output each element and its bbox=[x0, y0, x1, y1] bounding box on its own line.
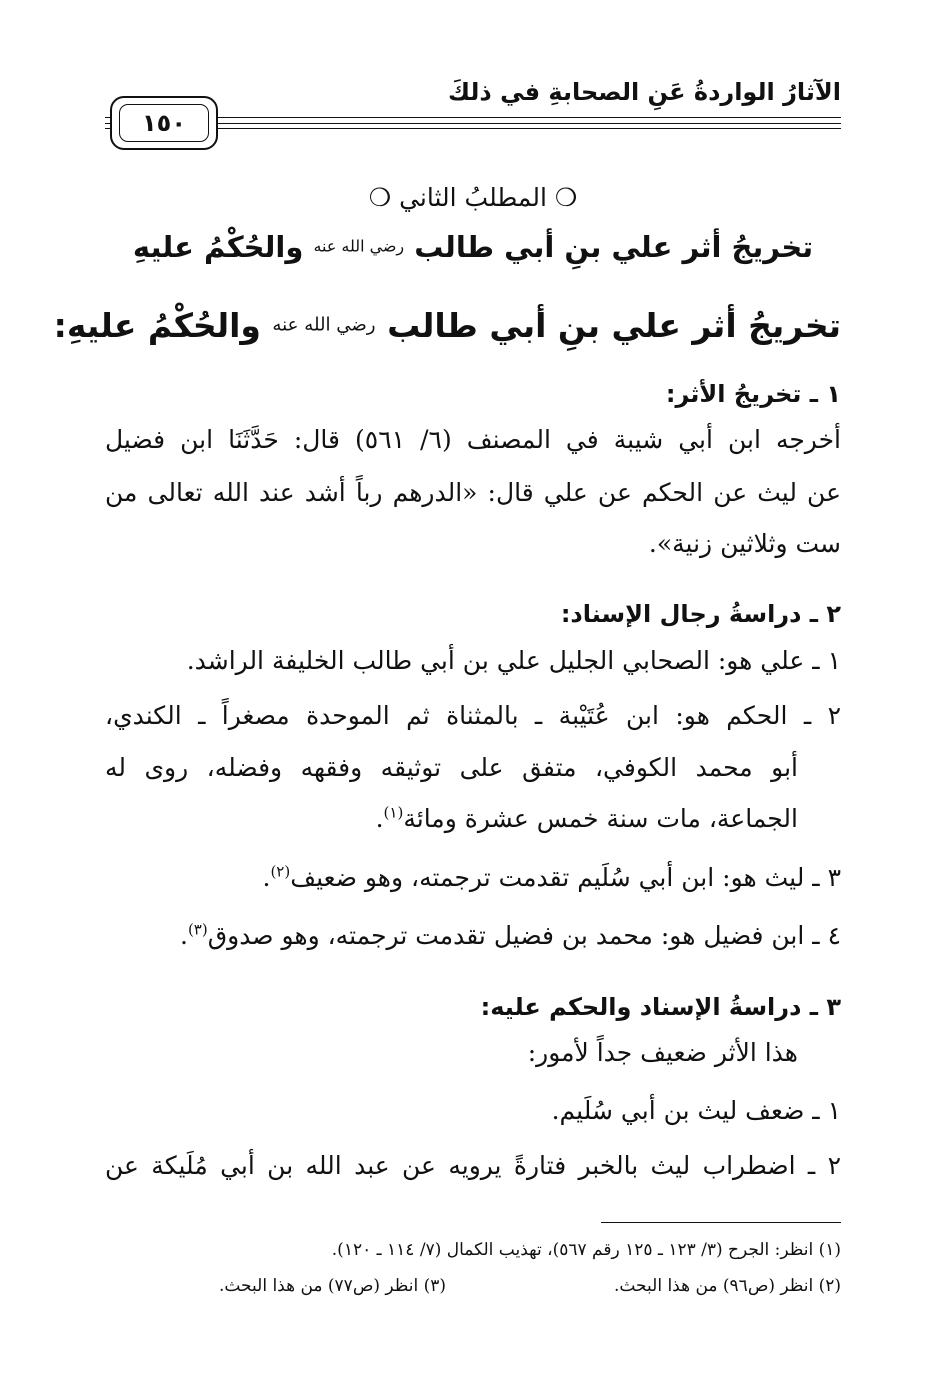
main-heading bbox=[54, 306, 841, 345]
footnote-ref: (٢) bbox=[270, 862, 291, 881]
page-number: ١٥٠ bbox=[119, 104, 209, 142]
full-stop: . bbox=[179, 921, 188, 950]
narrator-item: ٢ ـ الحكم هو: ابن عُتَيْبة ـ بالمثناة ثم الموحدة مصغراً ـ الكندي، bbox=[105, 701, 841, 730]
ornament-circle-icon: ❍ bbox=[554, 183, 578, 212]
part1-heading: ١ ـ تخريجُ الأثر: bbox=[665, 380, 841, 408]
honorific-glyph: رضي الله عنه bbox=[272, 314, 376, 336]
paragraph-line: هذا الأثر ضعيف جداً لأمور: bbox=[527, 1038, 798, 1067]
honorific-glyph: رضي الله عنه bbox=[313, 236, 405, 256]
narrator-item-text: ٣ ـ ليث هو: ابن أبي سُلَيم تقدمت ترجمته، وهو ضعيف bbox=[290, 863, 841, 892]
part3-heading: ٣ ـ دراسةُ الإسناد والحكم عليه: bbox=[480, 993, 841, 1021]
running-title: الآثارُ الواردةُ عَنِ الصحابةِ في ذلكَ bbox=[448, 78, 841, 106]
paragraph-line: ست وثلاثين زنية». bbox=[648, 529, 841, 558]
reason-item: ٢ ـ اضطراب ليث بالخبر فتارةً يرويه عن عبد الله بن أبي مُلَيكة عن bbox=[105, 1151, 841, 1180]
ornament-circle-icon: ❍ bbox=[368, 183, 392, 212]
reason-item: ١ ـ ضعف ليث بن أبي سُلَيم. bbox=[551, 1096, 841, 1125]
narrator-item-cont: أبو محمد الكوفي، متفق على توثيقه وفقهه وفضله، روى له bbox=[105, 753, 798, 782]
footnote-ref: (١) bbox=[383, 803, 404, 822]
narrator-item: ١ ـ علي هو: الصحابي الجليل علي بن أبي طالب الخليفة الراشد. bbox=[186, 646, 841, 675]
footnote: (٣) انظر (ص٧٧) من هذا البحث. bbox=[218, 1276, 446, 1296]
section-title-text: تخريجُ أثر علي بنِ أبي طالب bbox=[414, 230, 814, 264]
section-title-suffix: والحُكْمُ عليهِ bbox=[132, 230, 304, 264]
full-stop: . bbox=[262, 863, 271, 892]
footnote-ref: (٣) bbox=[187, 920, 208, 939]
footnote: (٢) انظر (ص٩٦) من هذا البحث. bbox=[613, 1276, 841, 1296]
paragraph-line: عن ليث عن الحكم عن علي قال: «الدرهم رباً أشد عند الله تعالى من bbox=[105, 478, 841, 507]
part2-heading: ٢ ـ دراسةُ رجال الإسناد: bbox=[560, 600, 841, 628]
main-heading-text: تخريجُ أثر علي بنِ أبي طالب bbox=[387, 306, 841, 345]
narrator-item bbox=[180, 920, 841, 953]
narrator-item-cont bbox=[376, 803, 798, 836]
section-label bbox=[105, 183, 841, 212]
section-title bbox=[105, 230, 841, 264]
page-number-frame bbox=[110, 96, 218, 150]
narrator-item-text: الجماعة، مات سنة خمس عشرة ومائة bbox=[403, 804, 798, 833]
footnote: (١) انظر: الجرح (٣/ ١٢٣ ـ ١٢٥ رقم ٥٦٧)، تهذيب الكمال (٧/ ١١٤ ـ ١٢٠). bbox=[331, 1240, 841, 1260]
narrator-item bbox=[262, 862, 841, 895]
narrator-item-text: ٤ ـ ابن فضيل هو: محمد بن فضيل تقدمت ترجمته، وهو صدوق bbox=[207, 921, 841, 950]
main-heading-suffix: والحُكْمُ عليهِ: bbox=[53, 306, 261, 345]
full-stop: . bbox=[375, 804, 384, 833]
paragraph-line: أخرجه ابن أبي شيبة في المصنف (٦/ ٥٦١) قال: حَدَّثَنَا ابن فضيل bbox=[105, 425, 842, 454]
section-label-text: المطلبُ الثاني bbox=[399, 183, 547, 212]
footnote-separator bbox=[601, 1222, 841, 1223]
